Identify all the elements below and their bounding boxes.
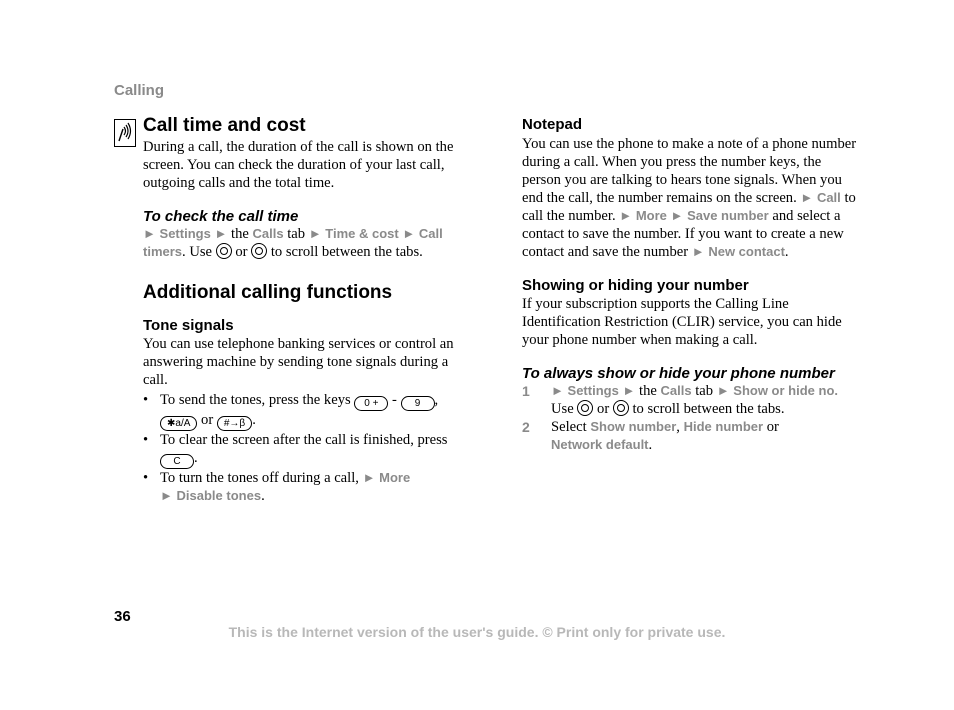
additional-functions-title: Additional calling functions xyxy=(143,282,393,303)
key-hash-icon: #→β xyxy=(217,416,252,431)
menu-settings: Settings xyxy=(159,226,211,241)
list-item: • To turn the tones off during a call, ► More ► Disable tones. xyxy=(143,469,473,505)
tone-signals-list xyxy=(143,391,473,505)
list-item: • To clear the screen after the call is finished, press C . xyxy=(143,431,473,469)
menu-call-timers: Call timers xyxy=(143,226,443,259)
arrow-icon: ► xyxy=(716,383,730,398)
key-star-icon: ✱a/A xyxy=(160,416,197,431)
tone-signals-heading: Tone signals xyxy=(143,317,234,334)
key-c-icon: C xyxy=(160,454,194,469)
footer-note: This is the Internet version of the user's guide. © Print only for private use. xyxy=(228,624,726,640)
check-call-time-steps: ► Settings ► the Calls tab ► Time & cost ► Call timers. Use or to scroll between the tabs. xyxy=(143,226,443,260)
arrow-icon: ► xyxy=(160,488,173,503)
step-number: 1 xyxy=(522,383,530,399)
section-header: Calling xyxy=(114,82,165,99)
menu-call: Call xyxy=(816,190,841,205)
menu-network-default: Network default xyxy=(551,437,649,452)
arrow-icon: ► xyxy=(362,470,376,485)
menu-new-contact: New contact xyxy=(708,244,785,259)
arrow-icon: ► xyxy=(800,190,814,205)
call-time-title: Call time and cost xyxy=(143,115,306,136)
call-network-icon xyxy=(114,119,136,147)
showing-hiding-heading: Showing or hiding your number xyxy=(522,277,749,294)
nav-left-icon xyxy=(216,243,232,259)
key-0-icon: 0 + xyxy=(354,396,388,411)
arrow-icon: ► xyxy=(551,383,564,398)
menu-show-number: Show number xyxy=(590,419,677,434)
arrow-icon: ► xyxy=(214,226,228,241)
always-show-heading: To always show or hide your phone number xyxy=(522,365,835,382)
menu-disable-tones: Disable tones xyxy=(176,488,262,503)
step-2: 2 Select Show number, Hide number or Network default. xyxy=(522,419,779,453)
call-time-body: During a call, the duration of the call is shown on the screen. You can check the duration of your last call, outgoing calls and the total time. xyxy=(143,139,454,191)
showing-hiding-body: If your subscription supports the Calling Line Identification Restriction (CLIR) service, you can hide your phone number when making a call. xyxy=(522,296,842,348)
tone-signals-body: You can use telephone banking services or control an answering machine by sending tone signals during a call. xyxy=(143,336,454,388)
menu-settings: Settings xyxy=(567,383,619,398)
arrow-icon: ► xyxy=(619,208,633,223)
nav-right-icon xyxy=(613,400,629,416)
menu-time-cost: Time & cost xyxy=(325,226,399,241)
menu-show-hide: Show or hide no. xyxy=(733,383,838,398)
notepad-body: You can use the phone to make a note of a phone number during a call. When you press the number keys, the person you are talking to hears tone signals. When you end the call, the number remains on the screen. ► Call to call the number. ► More ► Save number and select a contact to save the number. If you want to create a new contact and save the number ► New contact. xyxy=(522,136,857,260)
arrow-icon: ► xyxy=(402,226,416,241)
step-1: 1 ► Settings ► the Calls tab ► Show or hide no. Use or to scroll between the tabs. xyxy=(522,383,838,417)
right-column xyxy=(522,114,857,454)
nav-left-icon xyxy=(577,400,593,416)
left-column xyxy=(143,114,473,505)
menu-calls: Calls xyxy=(660,383,692,398)
menu-calls: Calls xyxy=(252,226,284,241)
menu-more: More xyxy=(379,470,411,485)
page-number: 36 xyxy=(114,608,131,625)
step-number: 2 xyxy=(522,419,530,435)
menu-more: More xyxy=(635,208,667,223)
menu-hide-number: Hide number xyxy=(683,419,764,434)
arrow-icon: ► xyxy=(308,226,322,241)
arrow-icon: ► xyxy=(670,208,684,223)
key-9-icon: 9 xyxy=(401,396,435,411)
arrow-icon: ► xyxy=(691,244,705,259)
arrow-icon: ► xyxy=(622,383,636,398)
nav-right-icon xyxy=(251,243,267,259)
check-call-time-heading: To check the call time xyxy=(143,208,299,225)
list-item: • To send the tones, press the keys 0 + - 9 , ✱a/A or #→β . xyxy=(143,391,473,431)
menu-save-number: Save number xyxy=(687,208,769,223)
arrow-icon: ► xyxy=(143,226,156,241)
notepad-heading: Notepad xyxy=(522,116,582,133)
